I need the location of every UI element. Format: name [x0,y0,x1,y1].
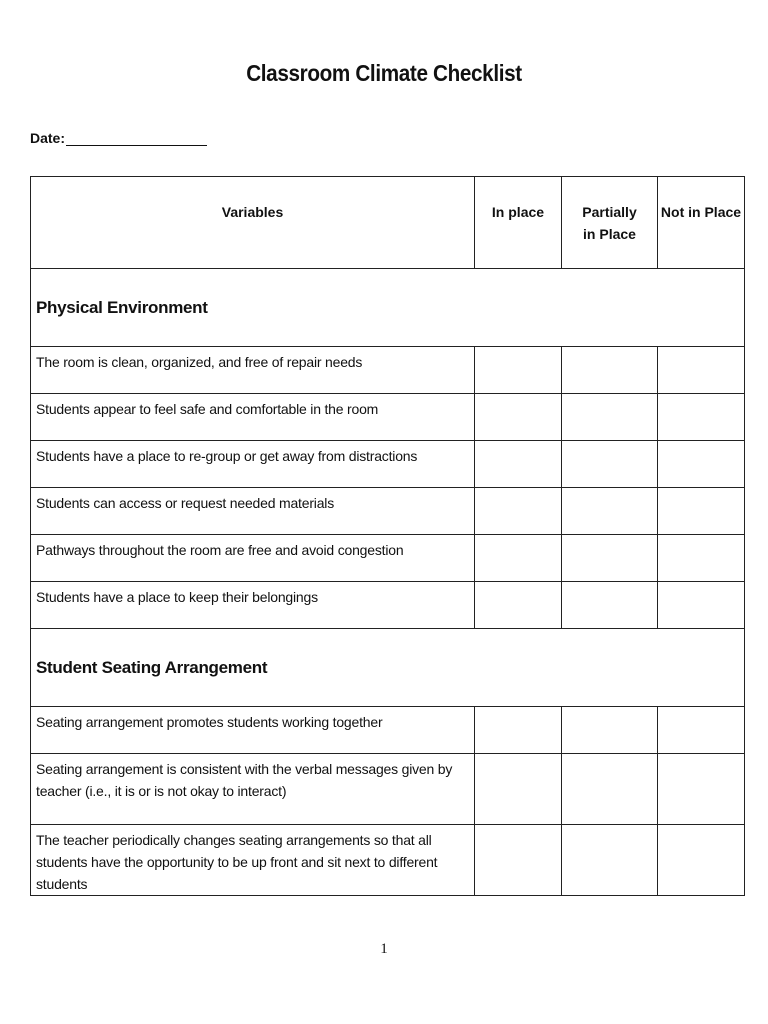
item-text: Pathways throughout the room are free and avoid congestion [31,535,475,582]
in-place-cell[interactable] [475,535,562,582]
header-in-place: In place [475,177,562,269]
page-number: 1 [380,941,388,957]
header-partially-in-place: Partially in Place [562,177,658,269]
section-row-physical-environment [31,269,745,347]
checklist-table [30,176,745,896]
partially-in-place-cell[interactable] [562,707,658,754]
not-in-place-cell[interactable] [658,441,745,488]
partially-in-place-cell[interactable] [562,754,658,825]
date-field [30,130,207,146]
item-text: Students can access or request needed materials [31,488,475,535]
in-place-cell[interactable] [475,825,562,896]
partially-in-place-cell[interactable] [562,347,658,394]
in-place-cell[interactable] [475,582,562,629]
item-text: Students have a place to keep their belongings [31,582,475,629]
partially-in-place-cell[interactable] [562,535,658,582]
partially-in-place-cell[interactable] [562,582,658,629]
partially-in-place-cell[interactable] [562,441,658,488]
in-place-cell[interactable] [475,488,562,535]
date-blank-line[interactable] [66,130,207,146]
table-header-row [31,177,745,269]
not-in-place-cell[interactable] [658,488,745,535]
in-place-cell[interactable] [475,441,562,488]
item-text: Students appear to feel safe and comfortable in the room [31,394,475,441]
section-row-student-seating-arrangement [31,629,745,707]
table-row [31,441,745,488]
not-in-place-cell[interactable] [658,754,745,825]
table-row [31,754,745,825]
not-in-place-cell[interactable] [658,394,745,441]
table-row [31,347,745,394]
item-text: The teacher periodically changes seating arrangements so that all students have the opportunity to be up front and sit next to different students [31,825,475,896]
in-place-cell[interactable] [475,394,562,441]
header-variables: Variables [31,177,475,269]
table-row [31,488,745,535]
table-row [31,394,745,441]
not-in-place-cell[interactable] [658,707,745,754]
not-in-place-cell[interactable] [658,535,745,582]
page-title: Classroom Climate Checklist [246,60,522,86]
item-text: The room is clean, organized, and free of repair needs [31,347,475,394]
item-text: Seating arrangement is consistent with the verbal messages given by teacher (i.e., it is or is not okay to interact) [31,754,475,825]
section-heading: Physical Environment [31,269,745,347]
in-place-cell[interactable] [475,754,562,825]
partially-in-place-cell[interactable] [562,394,658,441]
item-text: Seating arrangement promotes students working together [31,707,475,754]
table-row [31,535,745,582]
table-row [31,707,745,754]
header-not-in-place: Not in Place [658,177,745,269]
partially-in-place-cell[interactable] [562,488,658,535]
not-in-place-cell[interactable] [658,582,745,629]
item-text: Students have a place to re-group or get away from distractions [31,441,475,488]
not-in-place-cell[interactable] [658,825,745,896]
table-row [31,825,745,896]
table-row [31,582,745,629]
section-heading: Student Seating Arrangement [31,629,745,707]
in-place-cell[interactable] [475,347,562,394]
in-place-cell[interactable] [475,707,562,754]
not-in-place-cell[interactable] [658,347,745,394]
partially-in-place-cell[interactable] [562,825,658,896]
date-label: Date: [30,130,66,146]
